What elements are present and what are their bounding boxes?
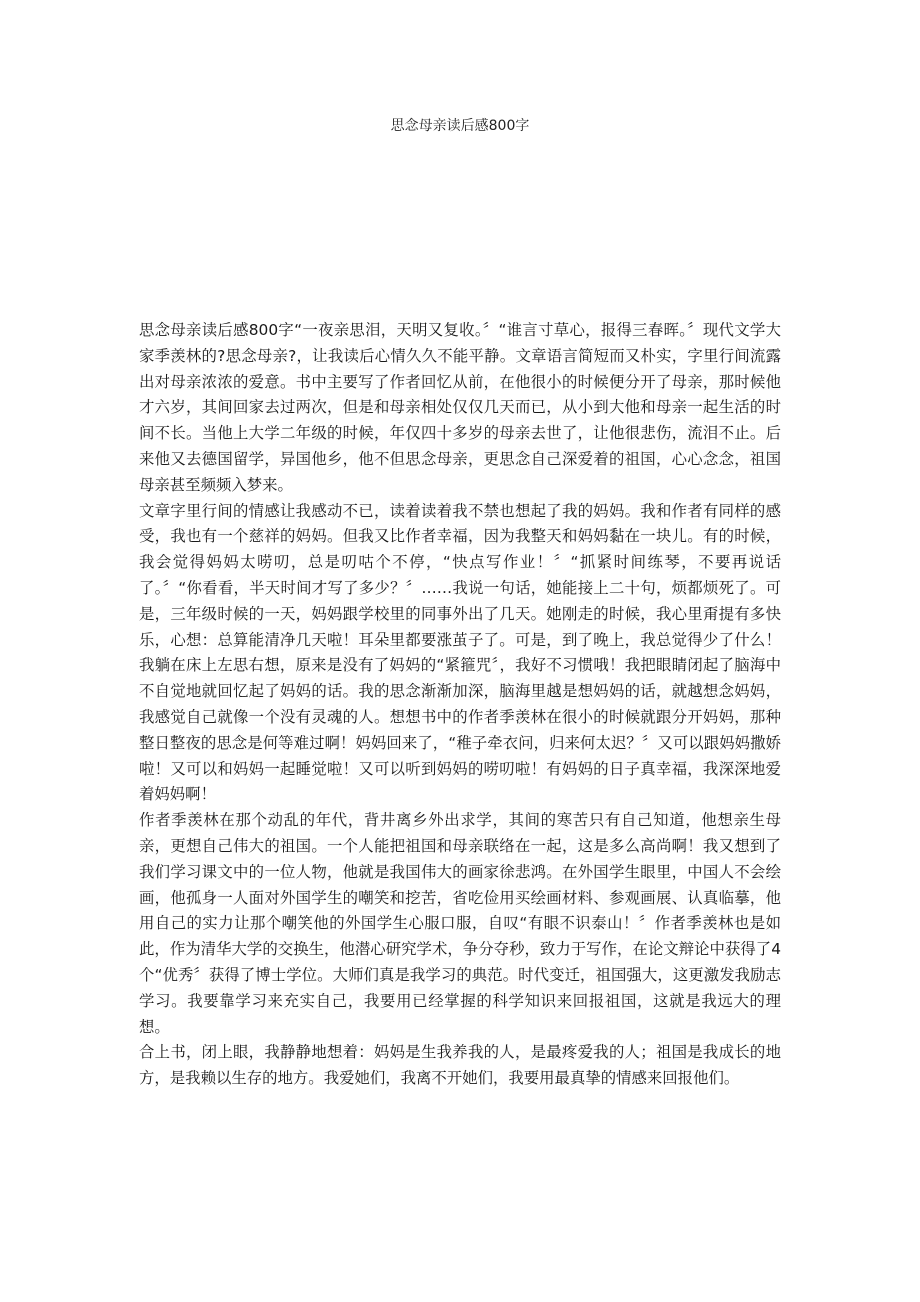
paragraph-1: 思念母亲读后感800字“一夜亲思泪，天明又复收。〞“谁言寸草心，报得三春晖。〞现代文学大家季羡林的?思念母亲?，让我读后心情久久不能平静。文章语言简短而又朴实，字里行间流露出对母亲浓浓的爱意。书中主要写了作者回忆从前，在他很小的时候便分开了母亲，那时候他才六岁，其间回家去过两次，但是和母亲相处仅仅几天而已，从小到大他和母亲一起生活的时间不长。当他上大学二年级的时候，年仅四十多岁的母亲去世了，让他很悲伤，流泪不止。后来他又去德国留学，异国他乡，他不但思念母亲，更思念自己深爱着的祖国，心心念念，祖国母亲甚至频频入梦来。 bbox=[139, 321, 781, 494]
paragraph-4: 合上书，闭上眼，我静静地想着：妈妈是生我养我的人，是最疼爱我的人；祖国是我成长的地方，是我赖以生存的地方。我爱她们，我离不开她们，我要用最真挚的情感来回报他们。 bbox=[139, 1043, 781, 1088]
document-title: 思念母亲读后感800字 bbox=[390, 118, 530, 134]
paragraph-2: 文章字里行间的情感让我感动不已，读着读着我不禁也想起了我的妈妈。我和作者有同样的感受，我也有一个慈祥的妈妈。但我又比作者幸福，因为我整天和妈妈黏在一块儿。有的时候，我会觉得妈妈太唠叨，总是叨咕个不停，“快点写作业！〞“抓紧时间练琴，不要再说话了。〞“你看看，半天时间才写了多少？〞……我说一句话，她能接上二十句，烦都烦死了。可是，三年级时候的一天，妈妈跟学校里的同事外出了几天。她刚走的时候，我心里甭提有多快乐，心想：总算能清净几天啦！耳朵里都要涨茧子了。可是，到了晚上，我总觉得少了什么！我躺在床上左思右想，原来是没有了妈妈的“紧箍咒〞，我好不习惯哦！我把眼睛闭起了脑海中不自觉地就回忆起了妈妈的话。我的思念渐渐加深，脑海里越是想妈妈的话，就越想念妈妈，我感觉自己就像一个没有灵魂的人。想想书中的作者季羡林在很小的时候就跟分开妈妈，那种整日整夜的思念是何等难过啊！妈妈回来了，“稚子牵衣问，归来何太迟？〞又可以跟妈妈撒娇啦！又可以和妈妈一起睡觉啦！又可以听到妈妈的唠叨啦！有妈妈的日子真幸福，我深深地爱着妈妈啊！ bbox=[139, 501, 781, 804]
document-body bbox=[139, 318, 781, 1092]
paragraph-3: 作者季羡林在那个动乱的年代，背井离乡外出求学，其间的寒苦只有自己知道，他想亲生母亲，更想自己伟大的祖国。一个人能把祖国和母亲联络在一起，这是多么高尚啊！我又想到了我们学习课文中的一位人物，他就是我国伟大的画家徐悲鸿。在外国学生眼里，中国人不会绘画，他孤身一人面对外国学生的嘲笑和挖苦，省吃俭用买绘画材料、参观画展、认真临摹，他用自己的实力让那个嘲笑他的外国学生心服口服，自叹“有眼不识泰山！〞作者季羡林也是如此，作为清华大学的交换生，他潜心研究学术，争分夺秒，致力于写作，在论文辩论中获得了4个“优秀〞获得了博士学位。大师们真是我学习的典范。时代变迁，祖国强大，这更激发我励志学习。我要靠学习来充实自己，我要用已经掌握的科学知识来回报祖国，这就是我远大的理想。 bbox=[139, 811, 781, 1036]
